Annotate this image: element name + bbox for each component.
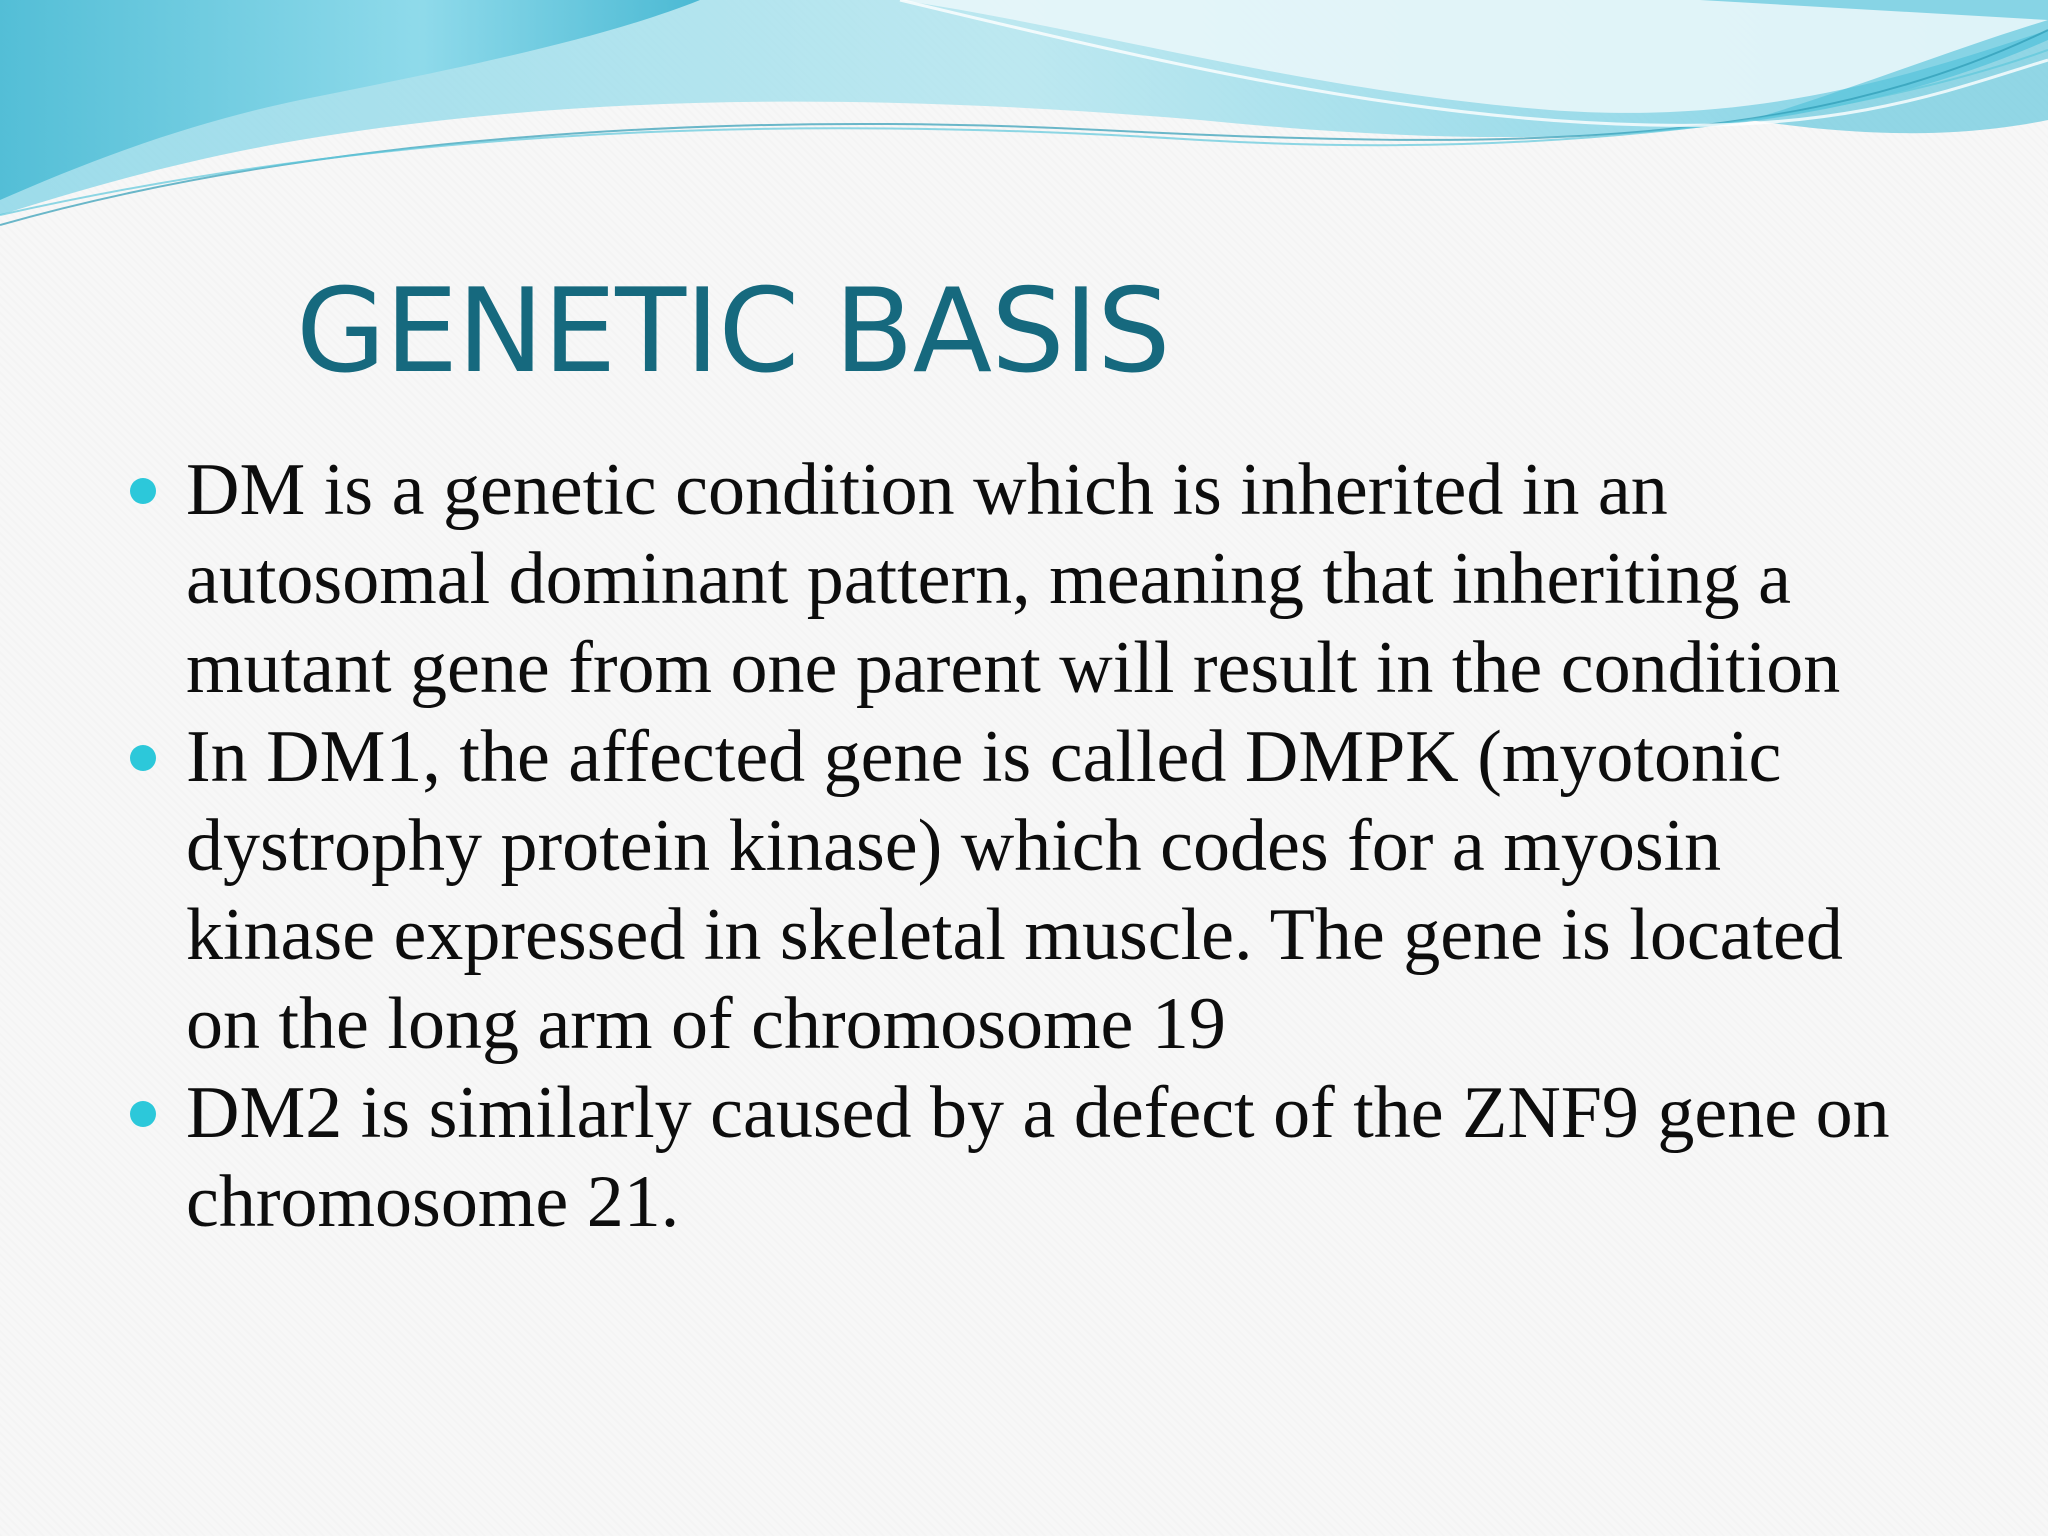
bullet-item-dm2 bbox=[130, 1069, 2010, 1247]
bullet-dot-icon bbox=[130, 745, 156, 771]
bullet-dot-icon bbox=[130, 1101, 156, 1127]
header-wave-decoration bbox=[0, 0, 2048, 240]
bullet-text: DM2 is similarly caused by a defect of the ZNF9 gene on chromosome 21. bbox=[186, 1072, 1890, 1243]
slide-title: GENETIC BASIS bbox=[296, 264, 1170, 399]
bullet-item-dm1 bbox=[130, 713, 2010, 1069]
bullet-dot-icon bbox=[130, 478, 156, 504]
bullet-text: In DM1, the affected gene is called DMPK (myotonic dystrophy protein kinase) which codes for a myosin kinase expressed in skeletal muscle. The gene is located on the long arm of chromosome 19 bbox=[186, 716, 1843, 1065]
bullet-item-dm-inheritance bbox=[130, 446, 2010, 713]
bullet-list bbox=[130, 446, 2010, 1247]
bullet-text: DM is a genetic condition which is inherited in an autosomal dominant pattern, meaning that inheriting a mutant gene from one parent will result in the condition bbox=[186, 449, 1841, 709]
